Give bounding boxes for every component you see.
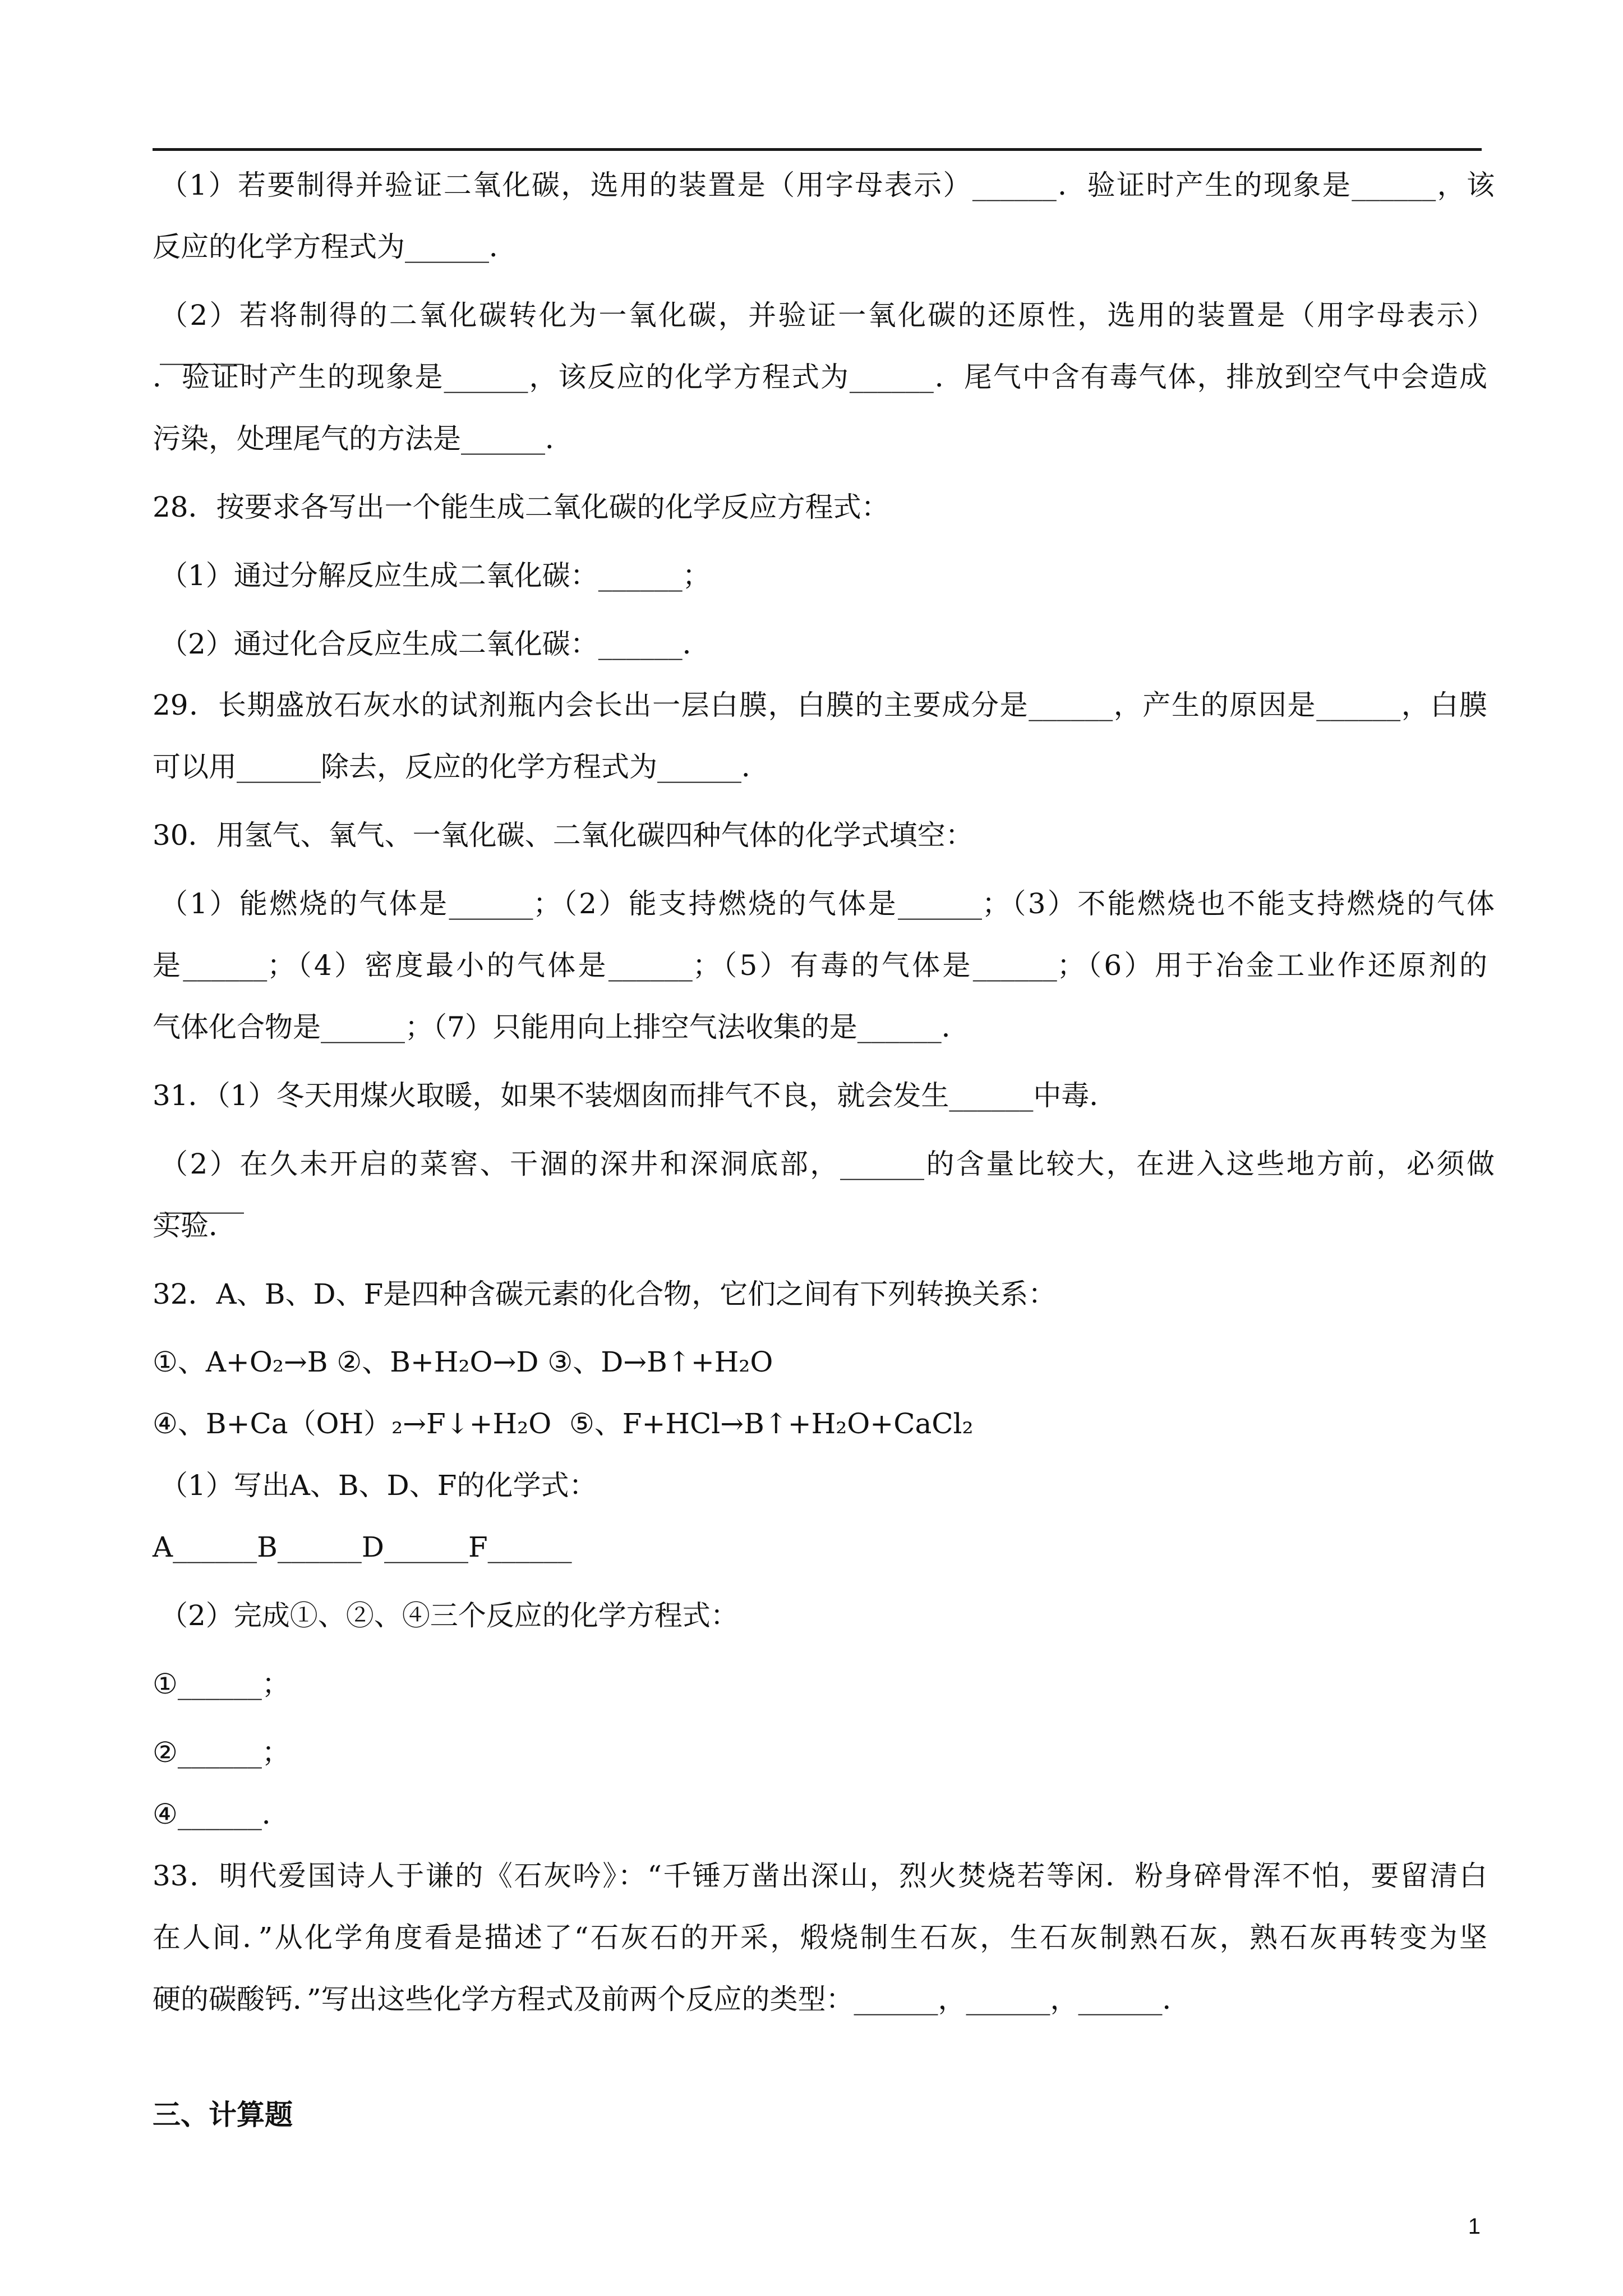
- text-line: （1）能燃烧的气体是______；（2）能支持燃烧的气体是______；（3）不能燃烧也不能支持燃烧的气体: [160, 887, 1495, 920]
- question-32: 32．A、B、D、F是四种含碳元素的化合物，它们之间有下列转换关系：: [153, 1278, 1057, 1310]
- text-line: （2）在久未开启的菜窖、干涸的深井和深洞底部，______的含量比较大，在进入这些地方前，必须做______: [160, 1148, 1495, 1214]
- text-line: ②______；: [153, 1736, 290, 1769]
- reaction-line: ④、B+Ca（OH）₂→F↓+H₂O ⑤、F+HCl→B↑+H₂O+CaCl₂: [153, 1407, 974, 1440]
- text-line: （1）若要制得并验证二氧化碳，选用的装置是（用字母表示）______．验证时产生的现象是______，该: [160, 169, 1495, 201]
- text-line: ④______．: [153, 1798, 290, 1830]
- text-line: （1）写出A、B、D、F的化学式：: [160, 1469, 597, 1502]
- text-line: （2）完成①、②、④三个反应的化学方程式：: [160, 1599, 739, 1632]
- text-line: 硬的碳酸钙．”写出这些化学方程式及前两个反应的类型：______，______，______．: [153, 1983, 1191, 2016]
- text-line: 污染，处理尾气的方法是______．: [153, 422, 573, 455]
- text-line: （2）通过化合反应生成二氧化碳：______．: [160, 628, 711, 660]
- question-30: 30．用氢气、氧气、一氧化碳、二氧化碳四种气体的化学式填空：: [153, 819, 974, 852]
- section-heading: 三、计算题: [153, 2099, 293, 2131]
- question-33: 33．明代爱国诗人于谦的《石灰吟》：“千锤万凿出深山，烈火焚烧若等闲．粉身碎骨浑不怕，要留清白: [153, 1860, 1487, 1892]
- text-line: A______B______D______F______: [153, 1531, 572, 1563]
- text-line: 气体化合物是______；（7）只能用向上排空气法收集的是______．: [153, 1011, 970, 1043]
- text-line: （1）通过分解反应生成二氧化碳：______；: [160, 559, 711, 592]
- header-rule: [153, 148, 1482, 151]
- text-line: 是______；（4）密度最小的气体是______；（5）有毒的气体是______；（6）用于冶金工业作还原剂的: [153, 949, 1487, 982]
- text-line: ①______；: [153, 1668, 290, 1700]
- text-line: （2）若将制得的二氧化碳转化为一氧化碳，并验证一氧化碳的还原性，选用的装置是（用字母表示）______: [160, 299, 1495, 365]
- text-line: 反应的化学方程式为______．: [153, 231, 517, 263]
- text-line: 在人间．”从化学角度看是描述了“石灰石的开采，煅烧制生石灰，生石灰制熟石灰，熟石灰再转变为坚: [153, 1921, 1487, 1954]
- question-28: 28．按要求各写出一个能生成二氧化碳的化学反应方程式：: [153, 491, 889, 523]
- page-number: 1: [1468, 2214, 1481, 2239]
- question-29: 29．长期盛放石灰水的试剂瓶内会长出一层白膜，白膜的主要成分是______，产生的原因是______，白膜: [153, 689, 1487, 721]
- text-line: ．验证时产生的现象是______，该反应的化学方程式为______．尾气中含有毒气体，排放到空气中会造成: [153, 361, 1487, 393]
- text-line: 实验．: [153, 1209, 237, 1242]
- question-31: 31．（1）冬天用煤火取暖，如果不装烟囱而排气不良，就会发生______中毒．: [153, 1079, 1118, 1112]
- text-line: 可以用______除去，反应的化学方程式为______．: [153, 751, 769, 783]
- reaction-line: ①、A+O₂→B ②、B+H₂O→D ③、D→B↑+H₂O: [153, 1346, 773, 1378]
